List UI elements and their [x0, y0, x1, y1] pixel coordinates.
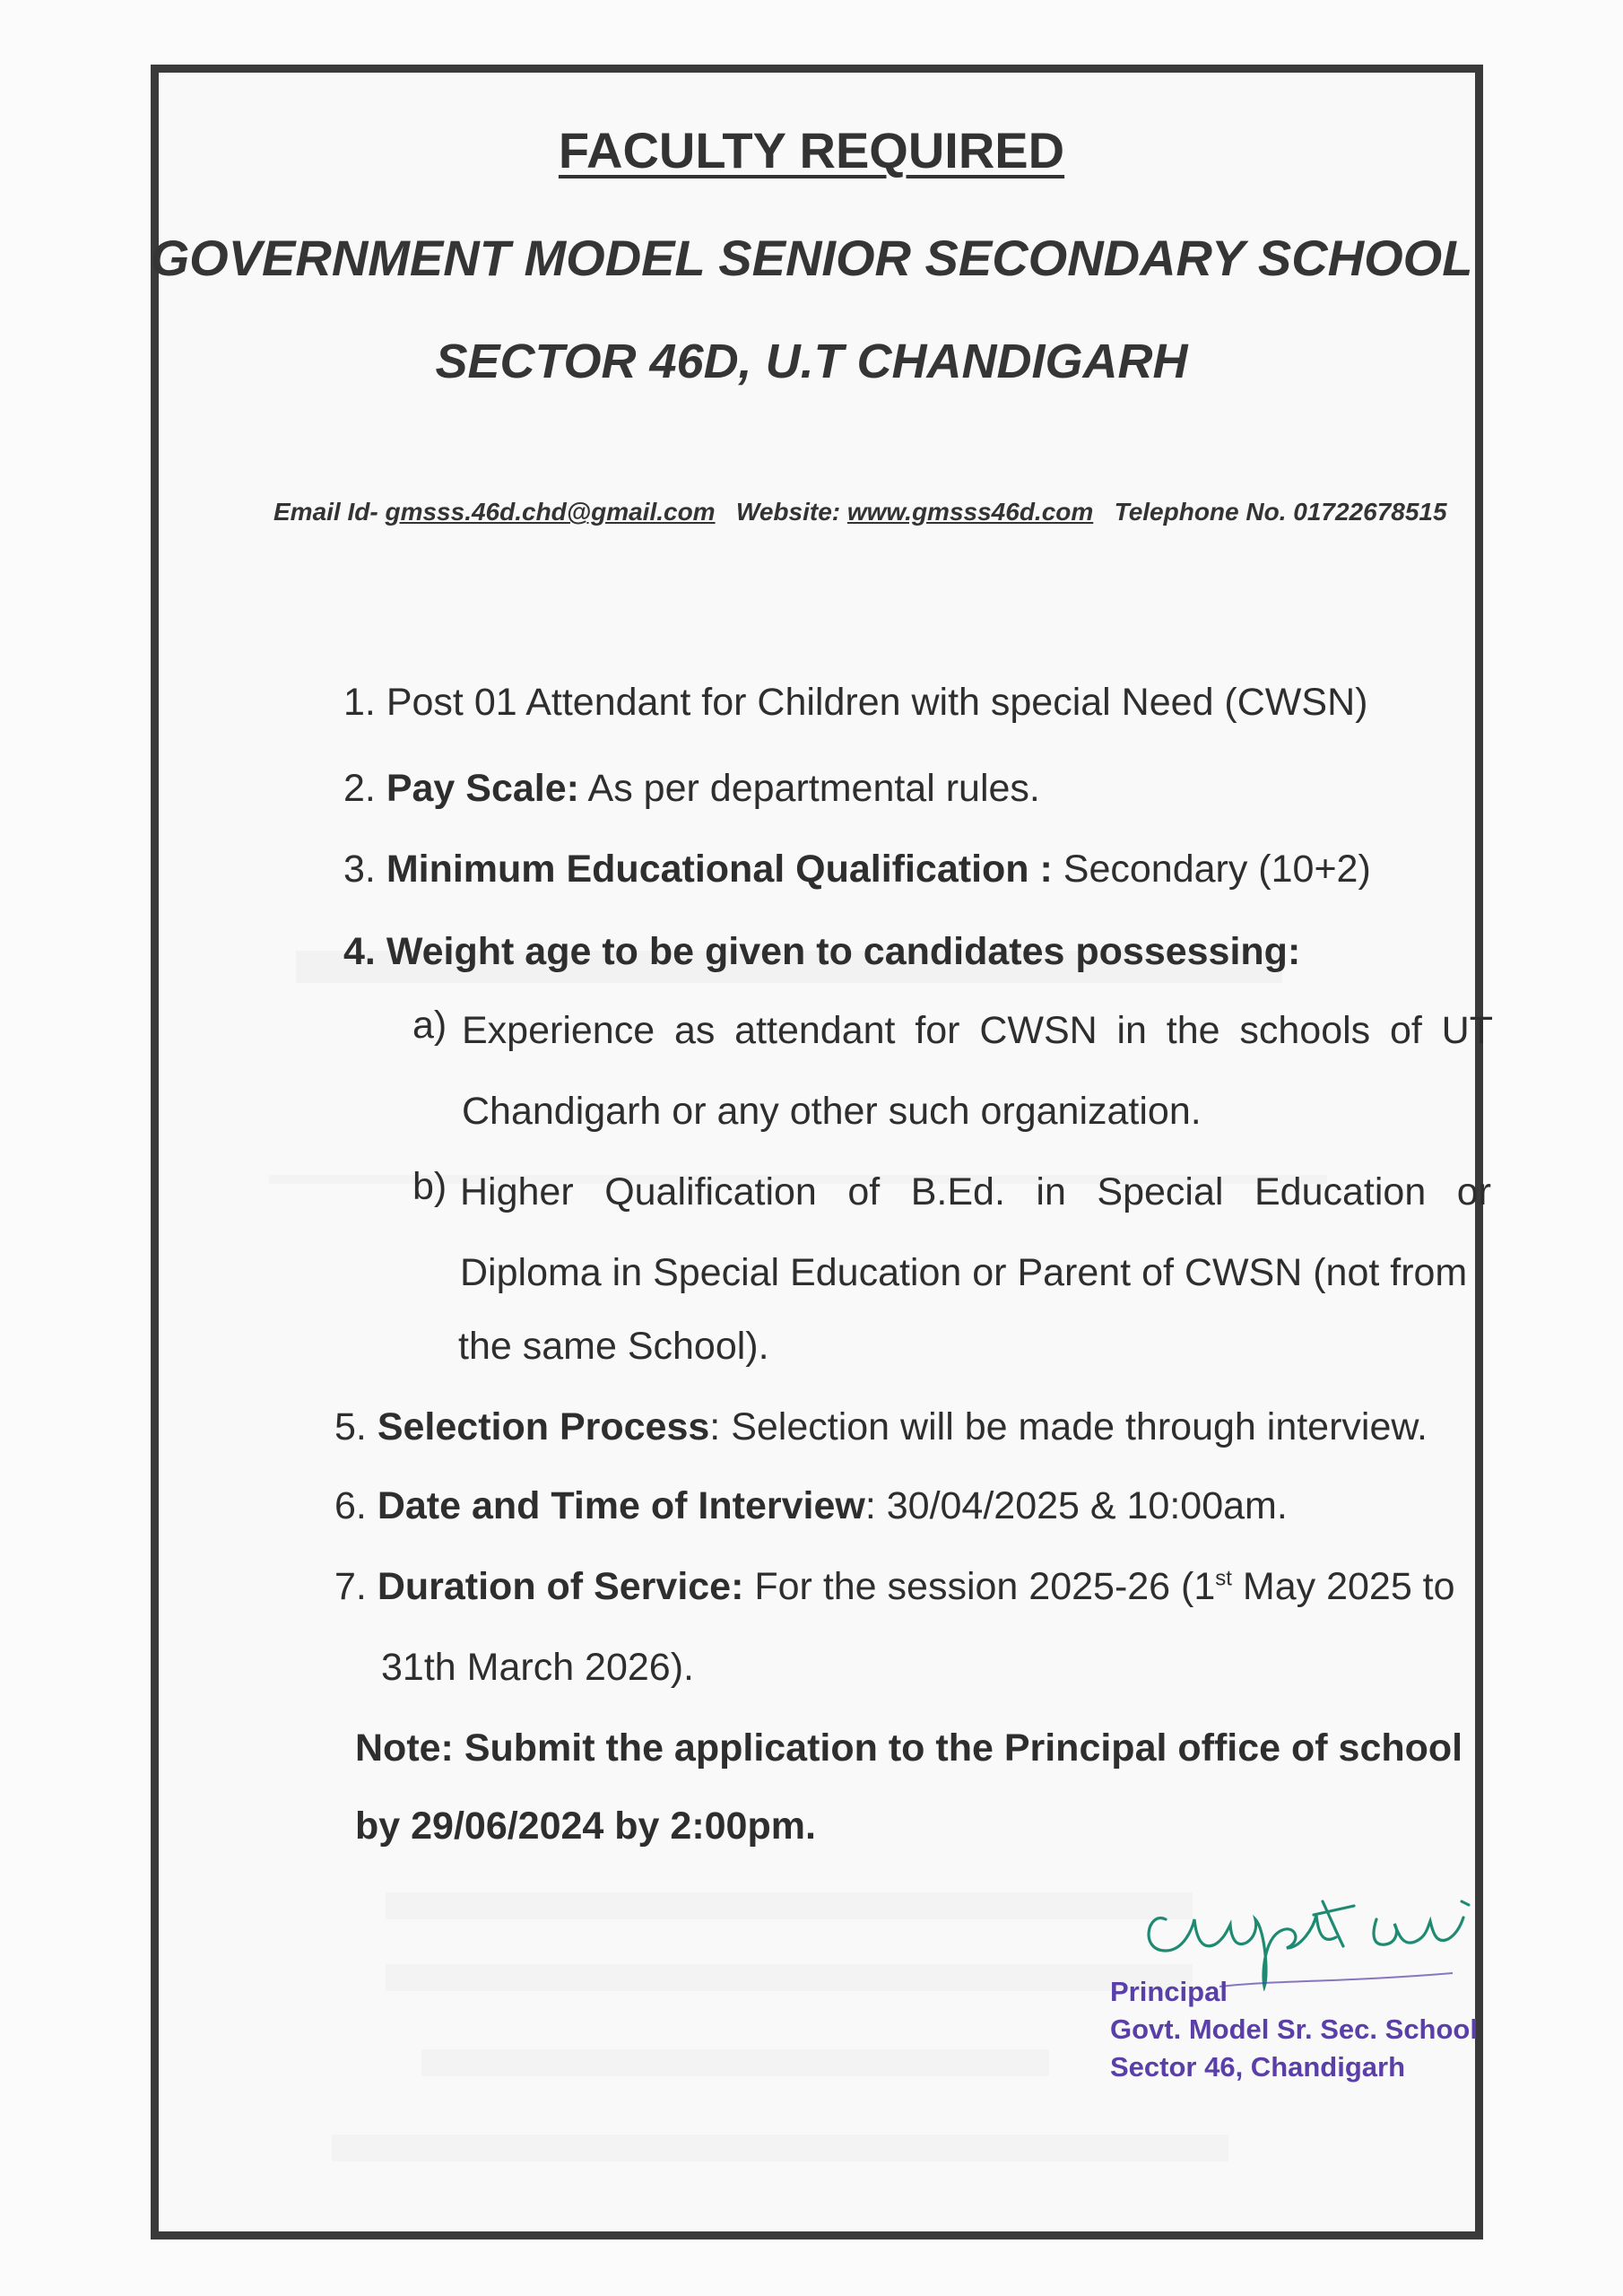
website-link[interactable]: www.gmsss46d.com — [846, 498, 1094, 526]
item-text: : 30/04/2025 & 10:00am. — [864, 1484, 1288, 1527]
sub-item-b-line2: Diploma in Special Education or Parent of CWSN (not from — [460, 1251, 1468, 1294]
email-link[interactable]: gmsss.46d.chd@gmail.com — [385, 498, 716, 526]
sub-item-a-line1: Experience as attendant for CWSN in the schools of UT — [462, 1009, 1493, 1052]
item-label: Pay Scale: — [386, 767, 579, 810]
item-text: Secondary (10+2) — [1052, 848, 1371, 891]
item-number: 3. — [343, 848, 376, 891]
principal-signature — [1130, 1866, 1480, 1991]
phone-label: Telephone No. — [1114, 498, 1287, 526]
item-text: Post 01 Attendant for Children with special Need (CWSN) — [386, 681, 1368, 724]
sub-item-b-line3: the same School). — [458, 1325, 769, 1368]
list-item-6 — [334, 1484, 1288, 1527]
item-number: 6. — [334, 1484, 367, 1527]
item-number: 1. — [343, 681, 376, 724]
list-item-7 — [334, 1565, 1455, 1608]
ordinal-suffix: st — [1215, 1566, 1232, 1591]
list-item-5 — [334, 1405, 1428, 1448]
item-text: : Selection will be made through interview. — [709, 1405, 1428, 1448]
stamp-sector: Sector 46, Chandigarh — [1110, 2050, 1406, 2083]
list-item-4 — [343, 930, 1301, 973]
item-label: Selection Process — [377, 1405, 710, 1448]
sub-item-a-marker: a) — [412, 1004, 447, 1047]
page-title: FACULTY REQUIRED — [558, 122, 1065, 178]
item-text: As per departmental rules. — [578, 767, 1040, 810]
item-number: 5. — [334, 1405, 367, 1448]
list-item-1 — [343, 683, 1367, 722]
item-number: 4. — [343, 930, 376, 973]
phone-number: 01722678515 — [1293, 498, 1447, 526]
sub-item-b-marker: b) — [412, 1165, 447, 1208]
item-text-continued: May 2025 to — [1231, 1565, 1455, 1608]
sub-item-a-line2: Chandigarh or any other such organization. — [462, 1090, 1202, 1133]
list-item-7-line2: 31th March 2026). — [381, 1646, 694, 1689]
item-label: Weight age to be given to candidates possessing: — [386, 930, 1301, 973]
stamp-school: Govt. Model Sr. Sec. School — [1110, 2013, 1478, 2045]
item-number: 7. — [334, 1565, 367, 1608]
school-address: SECTOR 46D, U.T CHANDIGARH — [435, 335, 1188, 388]
item-label: Duration of Service: — [377, 1565, 744, 1608]
note-line-2: by 29/06/2024 by 2:00pm. — [355, 1805, 816, 1848]
website-label: Website: — [735, 498, 841, 526]
item-label: Minimum Educational Qualification : — [386, 848, 1053, 891]
item-label: Date and Time of Interview — [377, 1484, 865, 1527]
list-item-3 — [343, 850, 1371, 889]
item-number: 2. — [343, 767, 376, 810]
stamp-title: Principal — [1110, 1976, 1228, 2007]
list-item-2 — [343, 767, 1040, 810]
principal-stamp — [1110, 1973, 1478, 2086]
contact-line — [273, 498, 1447, 526]
note-line-1: Note: Submit the application to the Principal office of school — [355, 1726, 1463, 1770]
email-label: Email Id- — [273, 498, 378, 526]
sub-item-b-line1: Higher Qualification of B.Ed. in Special Education or — [460, 1170, 1491, 1213]
school-name: GOVERNMENT MODEL SENIOR SECONDARY SCHOOL — [150, 230, 1473, 286]
item-text: For the session 2025-26 (1 — [743, 1565, 1216, 1608]
